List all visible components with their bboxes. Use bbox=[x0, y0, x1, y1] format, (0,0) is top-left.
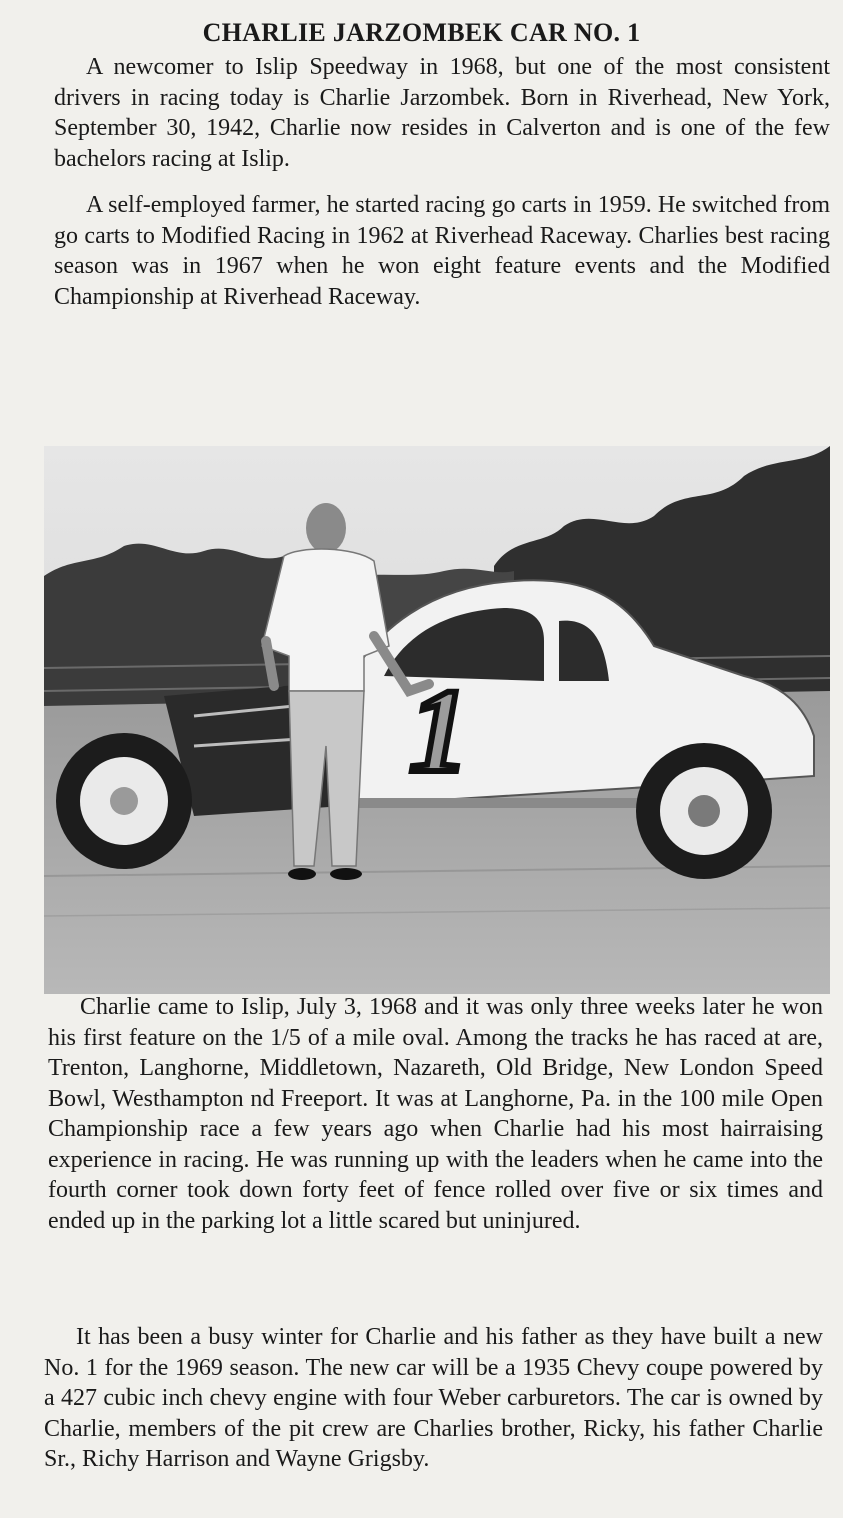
paragraph-intro: A newcomer to Islip Speedway in 1968, but one of the most consistent drivers in racing today is Charlie Jarzombek. Born in Riverhead, New York, September 30, 1942, Charlie now resides in Calverton and is one of the few bachelors racing at Islip. bbox=[54, 54, 830, 172]
rear-wheel bbox=[636, 743, 772, 879]
paragraph-career: A self-employed farmer, he started racing go carts in 1959. He switched from go carts to Modified Racing in 1962 at Riverhead Raceway. Charlies best racing season was in 1967 when he won eight feature events and the Modified Championship at Riverhead Raceway. bbox=[54, 192, 830, 310]
car-number: 1 bbox=[409, 664, 469, 797]
front-wheel bbox=[56, 733, 192, 869]
driver-car-photo bbox=[44, 446, 830, 994]
paragraph-islip-history: Charlie came to Islip, July 3, 1968 and it was only three weeks later he won his first feature on the 1/5 of a mile oval. Among the tracks he has raced at are, Trenton, Langhorne, Middletown, Nazareth, Old Bridge, New London Speed Bowl, Westhampton nd Freeport. It was at Langhorne, Pa. in the 100 mile Open Championship race a few years ago when Charlie had his most hairraising experience in racing. He was running up with the leaders when he came into the fourth corner took down forty feet of fence rolled over five or six times and ended up in the parking lot a little scared but uninjured. bbox=[48, 994, 823, 1234]
article-title: CHARLIE JARZOMBEK CAR NO. 1 bbox=[202, 18, 641, 47]
paragraph-new-car: It has been a busy winter for Charlie and his father as they have built a new No. 1 for the 1969 season. The new car will be a 1935 Chevy coupe powered by a 427 cubic inch chevy engine with four Weber carburetors. The car is owned by Charlie, members of the pit crew are Charlies brother, Ricky, his father Charlie Sr., Richy Harrison and Wayne Grigsby. bbox=[44, 1324, 823, 1472]
